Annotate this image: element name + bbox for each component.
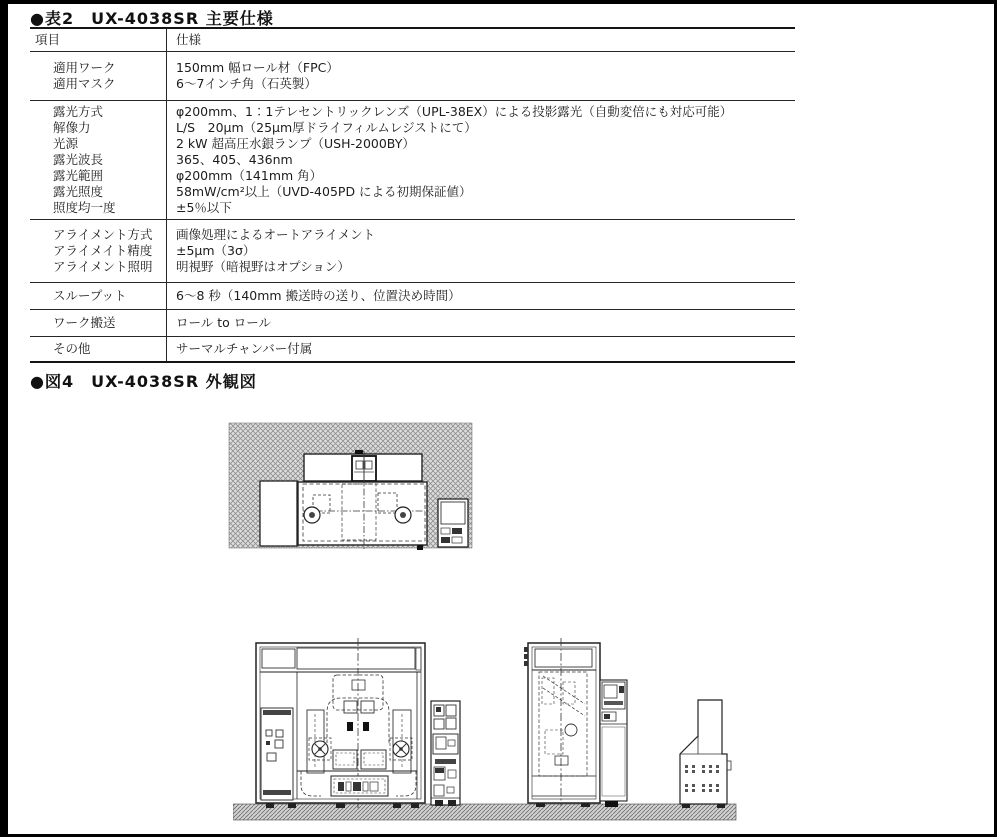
spec-value: L/S 20μm（25μm厚ドライフィルムレジストにて） <box>176 120 477 135</box>
spec-label: 適用マスク <box>53 76 116 91</box>
spec-value: 58mW/cm²以上（UVD-405PD による初期保証値） <box>176 184 472 199</box>
spec-label: 露光照度 <box>53 184 104 199</box>
spec-label: ワーク搬送 <box>53 315 116 330</box>
col-header-item: 項目 <box>35 32 61 47</box>
spec-value: サーマルチャンバー付属 <box>176 341 313 356</box>
spec-label: 露光範囲 <box>53 168 104 183</box>
row-labels <box>30 101 167 219</box>
header-cell-spec <box>167 29 795 51</box>
spec-label: 適用ワーク <box>53 60 116 75</box>
table-row <box>30 219 795 282</box>
spec-value: ±5％以下 <box>176 200 232 215</box>
control-rack <box>431 701 460 806</box>
table-header-row <box>30 29 795 51</box>
spec-label: その他 <box>53 341 91 356</box>
row-labels <box>30 283 167 309</box>
row-labels <box>30 310 167 336</box>
spec-value: 明視野（暗視野はオプション） <box>176 259 350 274</box>
spec-label: 露光方式 <box>53 104 104 119</box>
table-row <box>30 309 795 336</box>
spec-table <box>30 27 795 363</box>
table-row <box>30 282 795 309</box>
spec-value: φ200mm（141mm 角） <box>176 168 323 183</box>
spec-label: アライメイト精度 <box>53 243 153 258</box>
row-specs <box>167 220 795 282</box>
spec-value: φ200mm、1：1テレセントリックレンズ（UPL-38EX）による投影露光（自動変倍にも対応可能） <box>176 104 733 119</box>
spec-value: 6～7インチ角（石英製） <box>176 76 317 91</box>
table-row <box>30 51 795 100</box>
side-attachment <box>600 680 627 807</box>
elevation-views-drawing <box>233 638 743 828</box>
spec-value: ±5μm（3σ） <box>176 243 256 258</box>
spec-label: 光源 <box>53 136 79 151</box>
spec-label: スループット <box>53 288 127 303</box>
table-caption: ●表2 UX-4038SR 主要仕様 <box>30 9 274 28</box>
table-row <box>30 336 795 361</box>
spec-value: 6～8 秒（140mm 搬送時の送り、位置決め時間） <box>176 288 461 303</box>
row-specs <box>167 310 795 336</box>
spec-value: 2 kW 超高圧水銀ランプ（USH-2000BY） <box>176 136 415 151</box>
front-view <box>256 638 425 808</box>
spec-value: ロール to ロール <box>176 315 271 330</box>
figure-caption: ●図4 UX-4038SR 外観図 <box>30 372 257 391</box>
row-specs <box>167 283 795 309</box>
page-border-top <box>0 0 997 4</box>
plan-view-drawing <box>228 421 473 551</box>
spec-label: 解像力 <box>53 120 91 135</box>
col-header-spec: 仕様 <box>176 32 202 47</box>
header-cell-item <box>30 29 167 51</box>
spec-value: 365、405、436nm <box>176 152 293 167</box>
side-view <box>524 638 600 807</box>
spec-label: アライメント方式 <box>53 227 153 242</box>
row-specs <box>167 101 795 219</box>
spec-label: 露光波長 <box>53 152 104 167</box>
spec-value: 画像処理によるオートアライメント <box>176 227 376 242</box>
row-labels <box>30 52 167 100</box>
spec-label: 照度均一度 <box>53 200 116 215</box>
row-specs <box>167 337 795 361</box>
ground-hatch <box>233 804 736 820</box>
page-border-left <box>0 0 8 837</box>
row-specs <box>167 52 795 100</box>
spec-value: 150mm 幅ロール材（FPC） <box>176 60 339 75</box>
plan-side-unit <box>438 499 468 547</box>
operator-console <box>680 700 731 808</box>
table-row <box>30 100 795 219</box>
spec-label: アライメント照明 <box>53 259 153 274</box>
row-labels <box>30 337 167 361</box>
row-labels <box>30 220 167 282</box>
